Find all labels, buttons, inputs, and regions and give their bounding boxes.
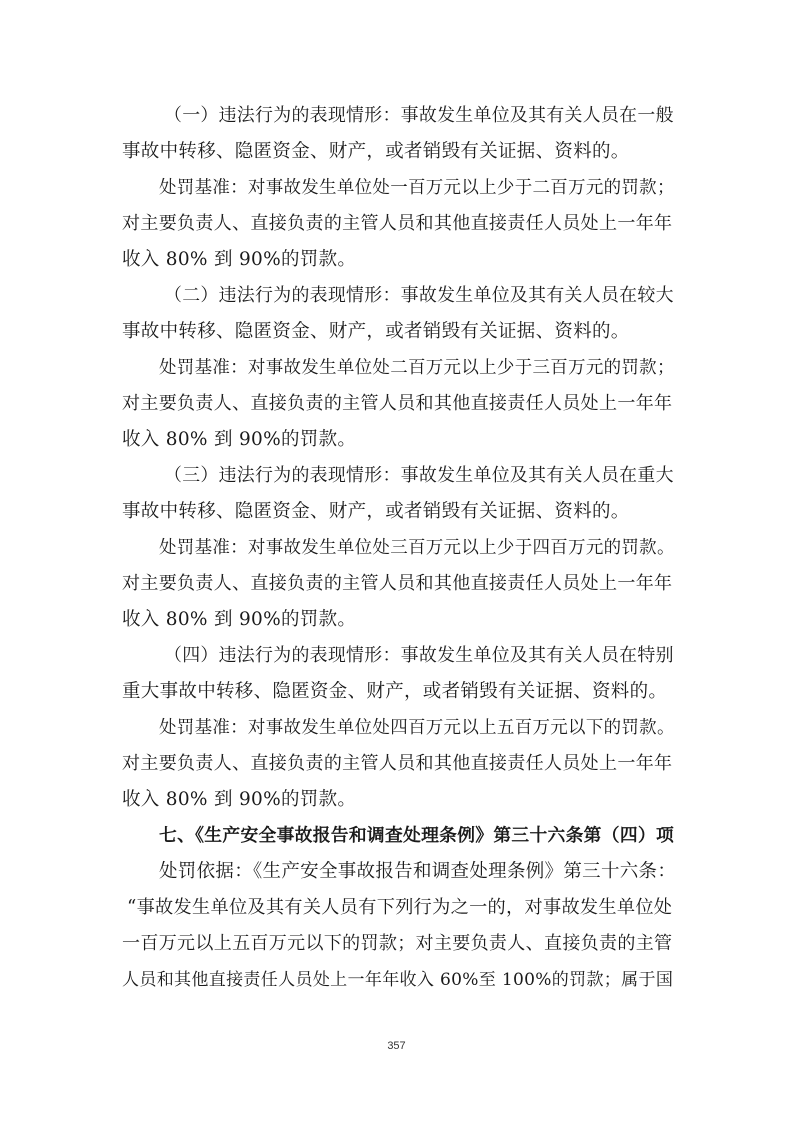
item-1-penalty-cont: 对主要负责人、直接负责的主管人员和其他直接责任人员处上一年年 — [122, 213, 673, 234]
item-3-penalty-end: 收入 80% 到 90%的罚款。 — [122, 609, 357, 630]
item-4-circumstance: （四）违法行为的表现情形：事故发生单位及其有关人员在特别 — [164, 645, 674, 666]
item-3-circumstance-cont: 事故中转移、隐匿资金、财产，或者销毁有关证据、资料的。 — [122, 501, 630, 522]
item-2-circumstance-cont: 事故中转移、隐匿资金、财产，或者销毁有关证据、资料的。 — [122, 321, 630, 342]
item-1-penalty-end: 收入 80% 到 90%的罚款。 — [122, 249, 357, 270]
item-2-penalty-end: 收入 80% 到 90%的罚款。 — [122, 429, 357, 450]
quoted-article-line-3: 人员和其他直接责任人员处上一年年收入 60%至 100%的罚款；属于国 — [122, 970, 674, 990]
item-4-circumstance-cont: 重大事故中转移、隐匿资金、财产，或者销毁有关证据、资料的。 — [122, 681, 668, 702]
item-3-circumstance: （三）违法行为的表现情形：事故发生单位及其有关人员在重大 — [164, 465, 674, 486]
quoted-article-line-1: “事故发生单位及其有关人员有下列行为之一的，对事故发生单位处 — [127, 897, 673, 918]
document-body — [122, 98, 678, 998]
item-3-penalty-cont: 对主要负责人、直接负责的主管人员和其他直接责任人员处上一年年 — [122, 573, 673, 594]
quoted-article-line-2: 一百万元以上五百万元以下的罚款；对主要负责人、直接负责的主管 — [122, 933, 673, 954]
item-3-penalty: 处罚基准：对事故发生单位处三百万元以上少于四百万元的罚款。 — [159, 538, 675, 558]
item-2-circumstance: （二）违法行为的表现情形：事故发生单位及其有关人员在较大 — [164, 285, 674, 306]
page-number: 357 — [387, 1040, 406, 1052]
item-4-penalty-end: 收入 80% 到 90%的罚款。 — [122, 789, 357, 810]
item-2-penalty-cont: 对主要负责人、直接负责的主管人员和其他直接责任人员处上一年年 — [122, 393, 673, 414]
item-4-penalty: 处罚基准：对事故发生单位处四百万元以上五百万元以下的罚款。 — [159, 718, 675, 738]
item-1-circumstance-cont: 事故中转移、隐匿资金、财产，或者销毁有关证据、资料的。 — [122, 141, 630, 162]
item-1-circumstance: （一）违法行为的表现情形：事故发生单位及其有关人员在一般 — [164, 105, 674, 126]
item-4-penalty-cont: 对主要负责人、直接负责的主管人员和其他直接责任人员处上一年年 — [122, 753, 673, 774]
item-2-penalty: 处罚基准：对事故发生单位处二百万元以上少于三百万元的罚款； — [159, 358, 675, 378]
penalty-basis: 处罚依据：《生产安全事故报告和调查处理条例》第三十六条： — [159, 861, 677, 882]
section-heading: 七、《生产安全事故报告和调查处理条例》第三十六条第（四）项 — [159, 825, 675, 846]
item-1-penalty: 处罚基准：对事故发生单位处一百万元以上少于二百万元的罚款； — [159, 178, 675, 198]
